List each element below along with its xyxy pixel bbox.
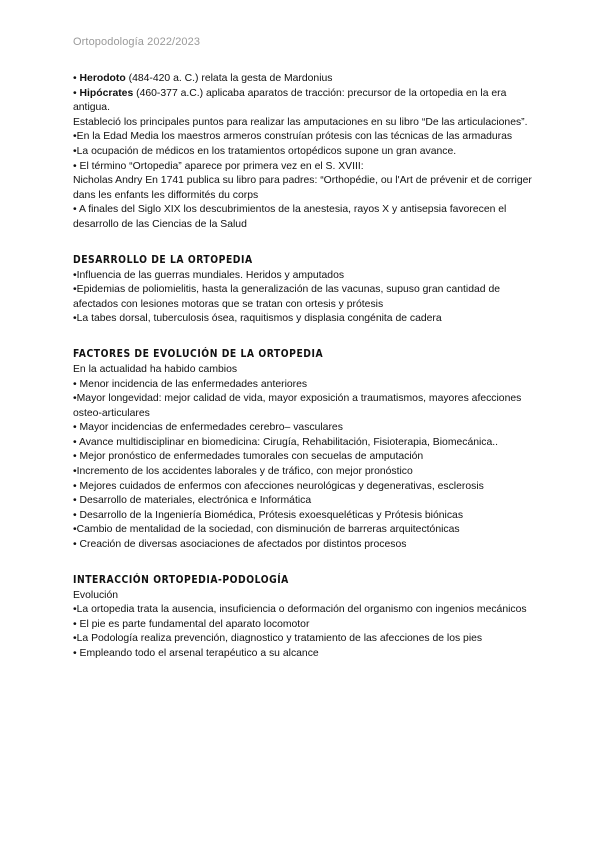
list-item: •La tabes dorsal, tuberculosis ósea, raquitismos y displasia congénita de cadera: [73, 313, 442, 325]
bullet: •: [73, 73, 80, 84]
list-item: •Epidemias de poliomielitis, hasta la generalización de las vacunas, supuso gran cantidad de afectados con lesiones motoras que se tratan con ortesis y prótesis: [73, 284, 501, 310]
list-item: • El pie es parte fundamental del aparato locomotor: [73, 618, 310, 630]
list-item: En la actualidad ha habido cambios: [73, 363, 238, 375]
intro-line-herodoto: [73, 72, 533, 87]
intro-line-andry: Nicholas Andry En 1741 publica su libro para padres: “Orthopédie, ou l'Art de prévenir et de corriger dans les enfants les difformités du corps: [73, 175, 532, 201]
list-item: •Mayor longevidad: mejor calidad de vida, mayor exposición a traumatismos, mayores afecciones osteo-articulares: [73, 393, 522, 419]
intro-line-edad-media: •En la Edad Media los maestros armeros construían prótesis con las técnicas de las armaduras: [73, 131, 513, 143]
herodoto-text: (484-420 a. C.) relata la gesta de Mardonius: [125, 73, 333, 84]
heading-factores: FACTORES DE EVOLUCIÓN DE LA ORTOPEDIA: [73, 347, 324, 360]
intro-line-hipocrates: [73, 87, 533, 116]
intro-line-amputaciones: Estableció los principales puntos para realizar las amputaciones en su libro “De las articulaciones”.: [73, 116, 528, 128]
list-item: •Influencia de las guerras mundiales. Heridos y amputados: [73, 269, 345, 281]
running-header: Ortopodología 2022/2023: [73, 36, 201, 48]
bullet: •: [73, 87, 80, 99]
intro-line-medicos: •La ocupación de médicos en los tratamientos ortopédicos supone un gran avance.: [73, 145, 457, 157]
list-item: • Avance multidisciplinar en biomedicina: Cirugía, Rehabilitación, Fisioterapia, Biomecánica..: [73, 436, 499, 448]
list-item: •Incremento de los accidentes laborales y de tráfico, con mejor pronóstico: [73, 466, 413, 478]
intro-line-siglo-xix: • A finales del Siglo XIX los descubrimientos de la anestesia, rayos X y antisepsia favorecen el desarrollo de las Ciencias de la Salud: [73, 204, 507, 230]
heading-desarrollo: DESARROLLO DE LA ORTOPEDIA: [73, 253, 253, 266]
page-content: [73, 72, 533, 662]
intro-line-termino: • El término “Ortopedia” aparece por primera vez en el S. XVIII:: [73, 160, 364, 172]
list-item: • Desarrollo de materiales, electrónica e Informática: [73, 495, 312, 507]
list-item: •La Podología realiza prevención, diagnostico y tratamiento de las afecciones de los pies: [73, 633, 483, 645]
list-item: • Creación de diversas asociaciones de afectados por distintos procesos: [73, 539, 407, 551]
list-item: •La ortopedia trata la ausencia, insuficiencia o deformación del organismo con ingenios mecánicos: [73, 604, 527, 616]
list-item: • Mejores cuidados de enfermos con afecciones neurológicas y degenerativas, esclerosis: [73, 480, 484, 492]
list-item: • Desarrollo de la Ingeniería Biomédica, Prótesis exoesqueléticas y Prótesis biónicas: [73, 509, 464, 521]
list-item: •Cambio de mentalidad de la sociedad, con disminución de barreras arquitectónicas: [73, 524, 460, 536]
list-item: • Empleando todo el arsenal terapéutico a su alcance: [73, 648, 319, 659]
name-hipocrates: Hipócrates: [79, 87, 134, 99]
list-item: • Menor incidencia de las enfermedades anteriores: [73, 378, 308, 390]
list-item: • Mejor pronóstico de enfermedades tumorales con secuelas de amputación: [73, 451, 424, 463]
list-item: Evolución: [73, 589, 119, 601]
heading-interaccion: INTERACCIÓN ORTOPEDIA-PODOLOGÍA: [73, 573, 289, 586]
list-item: • Mayor incidencias de enfermedades cerebro– vasculares: [73, 422, 343, 434]
name-herodoto: Herodoto: [79, 73, 126, 84]
hipocrates-text: (460-377 a.C.) aplicaba aparatos de tracción: precursor de la ortopedia en la era antigua.: [73, 87, 507, 114]
